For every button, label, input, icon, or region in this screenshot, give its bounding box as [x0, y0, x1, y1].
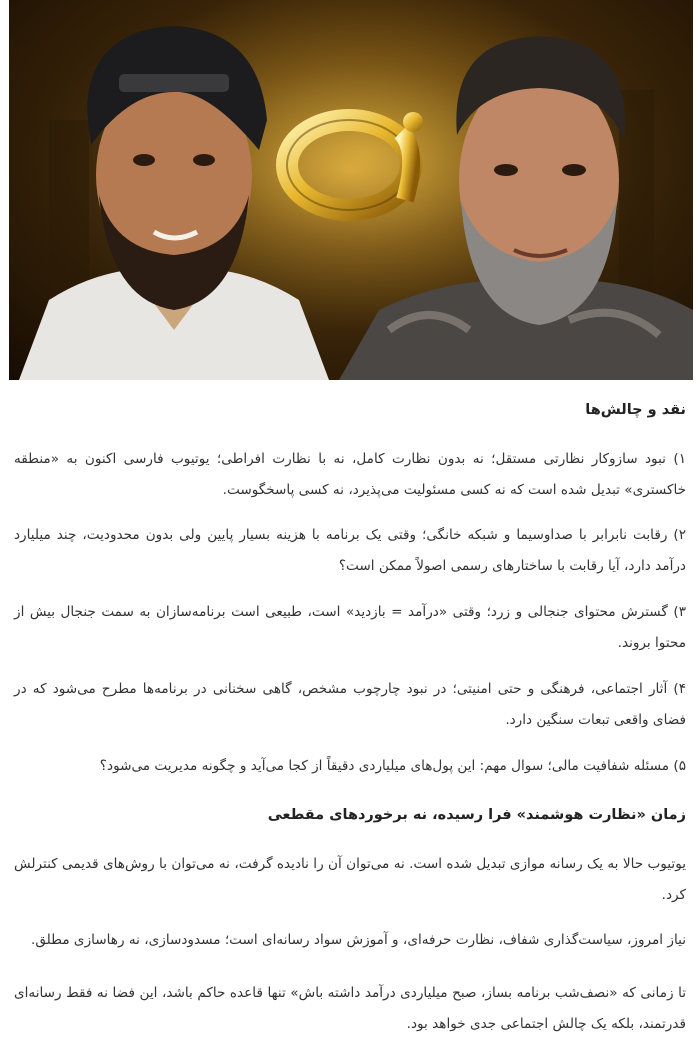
paragraph: ۵) مسئله شفافیت مالی؛ سوال مهم: این پول‌های میلیاردی دقیقاً از کجا می‌آید و چگونه مدیریت می‌شود؟ [99, 758, 686, 774]
paragraph: ۲) رقابت نابرابر با صداوسیما و شبکه خانگی؛ وقتی یک برنامه با هزینه بسیار پایین ولی بدون محدودیت، چند میلیارد درآمد دارد، آیا رقابت با ساختارهای رسمی اصولاً ممکن است؟ [14, 527, 686, 574]
hero-image [9, 0, 693, 380]
hero-illustration [9, 0, 693, 380]
paragraph: ۴) آثار اجتماعی، فرهنگی و حتی امنیتی؛ در نبود چارچوب مشخص، گاهی سخنانی در برنامه‌ها مطرح می‌شود که در فضای واقعی تبعات سنگین دارد. [14, 681, 686, 728]
paragraph: ۱) نبود سازوکار نظارتی مستقل؛ نه بدون نظارت کامل، نه با نظارت افراطی؛ یوتیوب فارسی اکنون به «منطقه خاکستری» تبدیل شده است که نه کسی مسئولیت می‌پذیرد، نه کسی پاسخگوست. [14, 451, 686, 498]
paragraph: یوتیوب حالا به یک رسانه موازی تبدیل شده است. نه می‌توان آن را نادیده گرفت، نه می‌توان با روش‌های قدیمی کنترلش کرد. [14, 856, 686, 903]
paragraph: ۳) گسترش محتوای جنجالی و زرد؛ وقتی «درآمد = بازدید» است، طبیعی است برنامه‌سازان به سمت جنجال بیش از محتوا بروند. [14, 604, 686, 651]
section-heading-critique: نقد و چالش‌ها [585, 402, 686, 418]
paragraph: تا زمانی که «نصف‌شب برنامه بساز، صبح میلیاردی درآمد داشته باش» تنها قاعده حاکم باشد، این فضا نه فقط رسانه‌ای قدرتمند، بلکه یک چالش اجتماعی جدی خواهد بود. [14, 985, 686, 1032]
section-heading-smart-oversight: زمان «نظارت هوشمند» فرا رسیده، نه برخوردهای مقطعی [267, 807, 686, 823]
paragraph: نیاز امروز، سیاست‌گذاری شفاف، نظارت حرفه‌ای، و آموزش سواد رسانه‌ای است؛ مسدودسازی، نه رهاسازی مطلق. [31, 932, 686, 948]
